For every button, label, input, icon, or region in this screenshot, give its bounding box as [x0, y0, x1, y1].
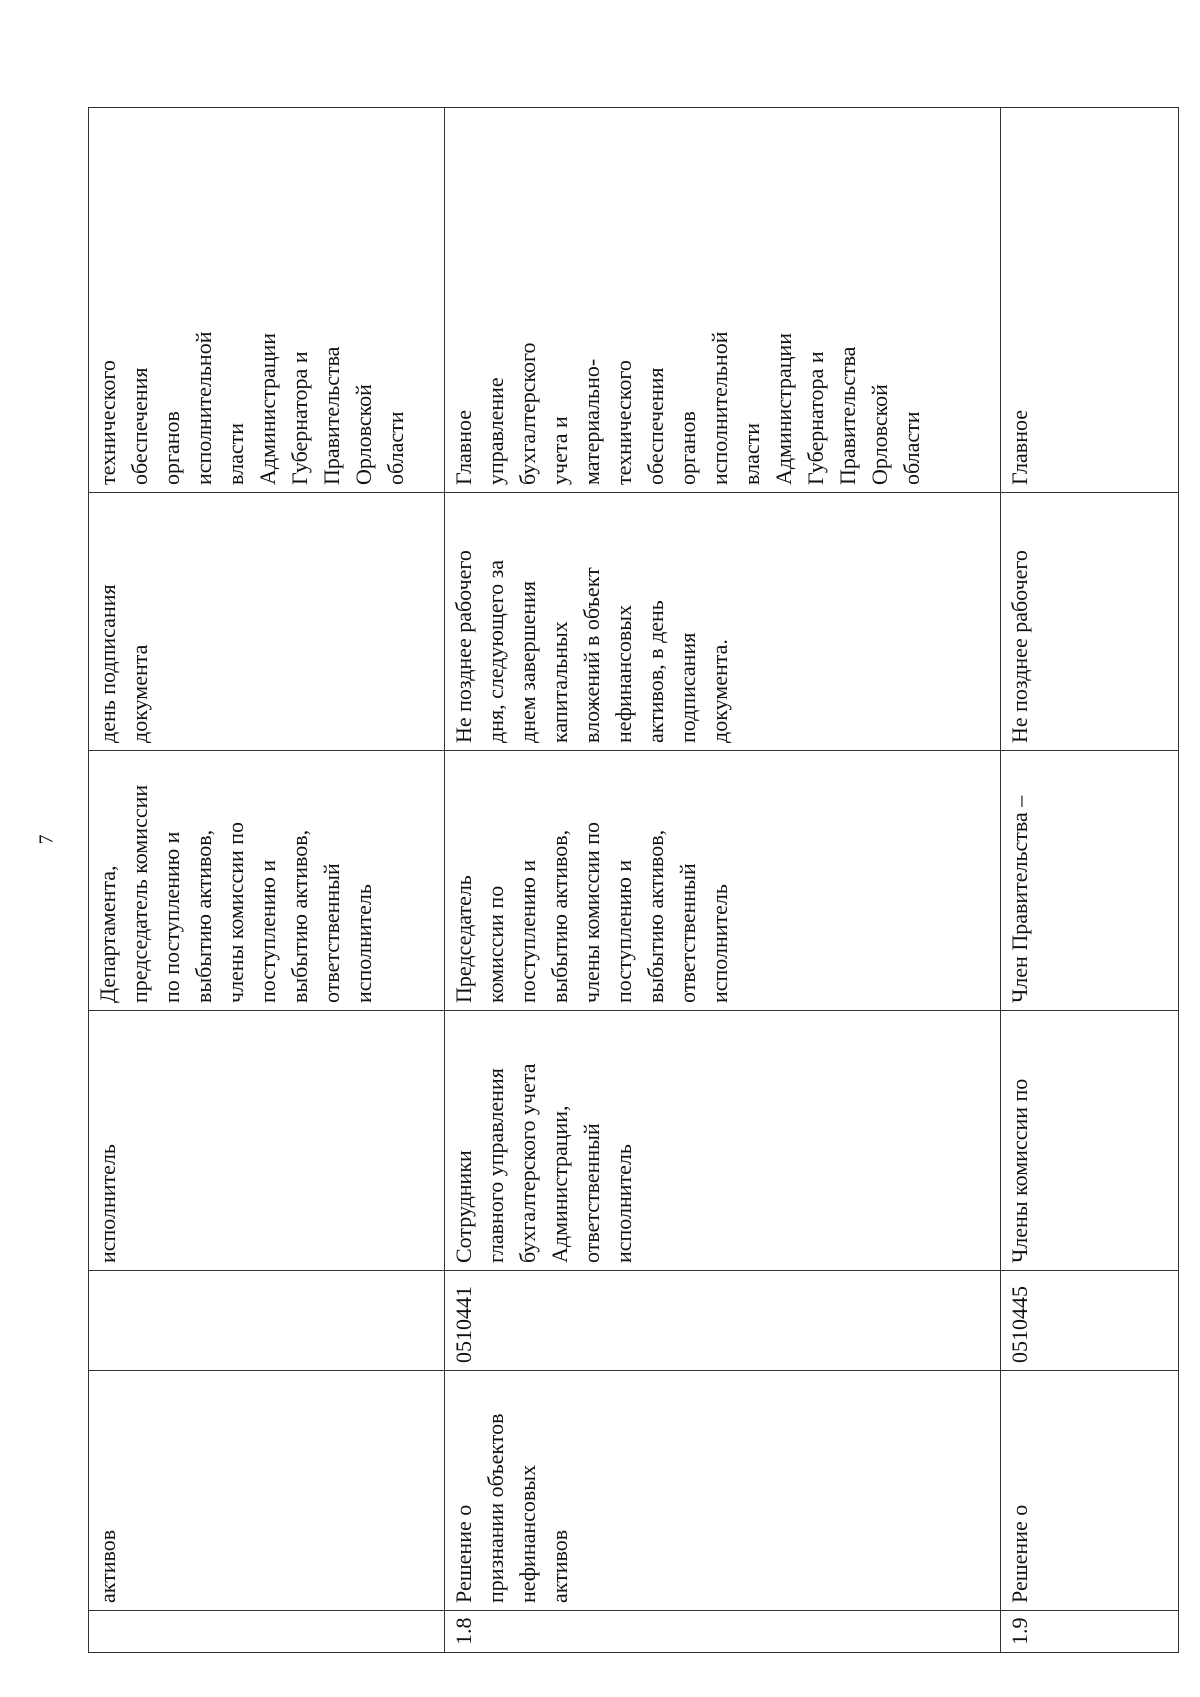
signer-cell: Департамента, председатель комиссии по поступлению и выбытию активов, члены комиссии по поступлению и выбытию активов, ответственный исполнитель	[89, 751, 445, 1011]
document-name-cell: активов	[89, 1371, 445, 1611]
receiver-cell: технического обеспечения органов исполнительной власти Администрации Губернатора и Правительства Орловской области	[89, 108, 445, 493]
signer-cell: Член Правительства –	[1001, 751, 1179, 1011]
receiver-cell: Главное управление бухгалтерского учета и материально- технического обеспечения органов исполнительной власти Администрации Губернатора и Правительства Орловской области	[445, 108, 1001, 493]
table-row	[89, 108, 445, 1653]
preparer-cell: Члены комиссии по	[1001, 1011, 1179, 1271]
row-number-cell: 1.9	[1001, 1611, 1179, 1653]
receiver-cell: Главное	[1001, 108, 1179, 493]
row-number-cell	[89, 1611, 445, 1653]
deadline-cell: день подписания документа	[89, 493, 445, 751]
preparer-cell: исполнитель	[89, 1011, 445, 1271]
row-number-cell: 1.8	[445, 1611, 1001, 1653]
table-row	[445, 108, 1001, 1653]
rotated-table-frame	[88, 108, 1173, 1653]
form-code-cell: 0510445	[1001, 1271, 1179, 1371]
preparer-cell: Сотрудники главного управления бухгалтерского учета Администрации, ответственный исполнитель	[445, 1011, 1001, 1271]
page-number: 7	[35, 834, 58, 845]
form-code-cell: 0510441	[445, 1271, 1001, 1371]
deadline-cell: Не позднее рабочего	[1001, 493, 1179, 751]
document-name-cell: Решение о	[1001, 1371, 1179, 1611]
form-code-cell	[89, 1271, 445, 1371]
signer-cell: Председатель комиссии по поступлению и выбытию активов, члены комиссии по поступлению и выбытию активов, ответственный исполнитель	[445, 751, 1001, 1011]
document-table	[88, 107, 1179, 1653]
table-row	[1001, 108, 1179, 1653]
document-name-cell: Решение о признании объектов нефинансовых активов	[445, 1371, 1001, 1611]
deadline-cell: Не позднее рабочего дня, следующего за днем завершения капитальных вложений в объект нефинансовых активов, в день подписания документа.	[445, 493, 1001, 751]
